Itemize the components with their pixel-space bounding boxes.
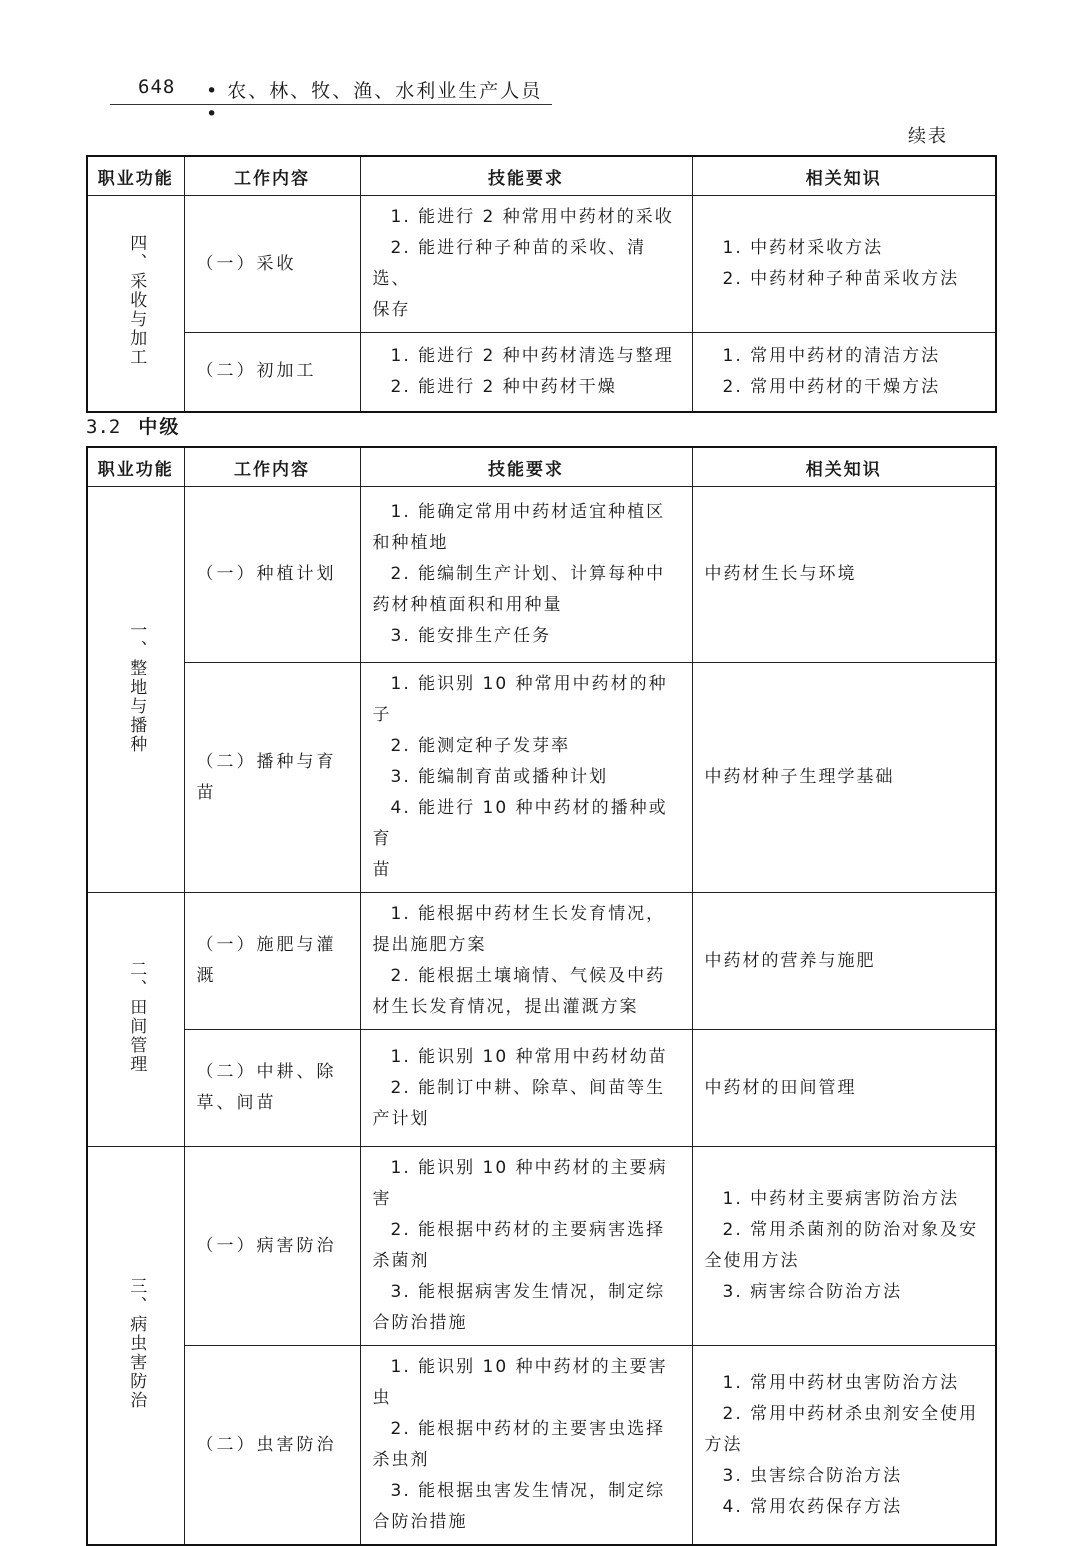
- running-title: • 农、林、牧、渔、水利业生产人员 •: [206, 80, 543, 125]
- skill-requirements-cell: [360, 1346, 692, 1546]
- text-line: 1. 常用中药材虫害防治方法: [722, 1372, 960, 1393]
- related-knowledge-cell: [692, 333, 996, 412]
- skill-requirements-cell: [360, 663, 692, 893]
- text-line: 1. 中药材主要病害防治方法: [722, 1189, 960, 1209]
- text-line: 产计划: [372, 1108, 430, 1129]
- related-knowledge-cell: [692, 1147, 996, 1346]
- text-line: 合防治措施: [372, 1313, 468, 1333]
- text-line: 2. 能制订中耕、除草、间苗等生: [390, 1077, 666, 1098]
- text-line: 2. 能编制生产计划、计算每种中: [390, 564, 666, 584]
- text-line: 2. 常用中药材杀虫剂安全使用: [722, 1403, 979, 1424]
- text-line: 材生长发育情况，提出灌溉方案: [372, 997, 639, 1017]
- text-line: 全使用方法: [704, 1251, 800, 1271]
- skill-requirements-cell: [360, 1147, 692, 1346]
- occupation-function-label: 三、病虫害防治: [126, 1276, 147, 1410]
- work-content-cell: （二）虫害防治: [184, 1346, 360, 1546]
- table-row: [87, 196, 996, 333]
- text-line: 3. 虫害综合防治方法: [722, 1465, 903, 1486]
- work-content-cell: （一）病害防治: [184, 1147, 360, 1346]
- text-line: 合防治措施: [372, 1512, 468, 1532]
- occupation-function-cell: [87, 1147, 184, 1546]
- text-line: 1. 常用中药材的清洁方法: [722, 345, 941, 366]
- related-knowledge-cell: [692, 1030, 996, 1147]
- text-line: 2. 能根据中药材的主要害虫选择: [390, 1419, 666, 1439]
- text-line: 2. 能进行 2 种中药材干燥: [390, 376, 617, 397]
- occupation-function-cell: [87, 487, 184, 893]
- page-header: [110, 74, 552, 125]
- text-line: 2. 常用中药材的干燥方法: [722, 376, 941, 397]
- related-knowledge-cell: [692, 1346, 996, 1546]
- column-header: 职业功能: [87, 156, 184, 196]
- work-content-cell: （一）施肥与灌溉: [184, 893, 360, 1030]
- table-header-row: [87, 447, 996, 487]
- continued-label: 续表: [908, 126, 948, 147]
- text-line: 1. 能确定常用中药材适宜种植区: [390, 502, 666, 522]
- text-line: 1. 能进行 2 种常用中药材的采收: [390, 207, 674, 227]
- text-line: 提出施肥方案: [372, 935, 487, 955]
- related-knowledge-cell: [692, 487, 996, 663]
- skills-table-continued: [86, 155, 997, 413]
- text-line: 保存: [372, 300, 411, 320]
- table-row: [87, 487, 996, 663]
- work-content-cell: （一）种植计划: [184, 487, 360, 663]
- text-line: 中药材生长与环境: [704, 564, 857, 584]
- text-line: 1. 能根据中药材生长发育情况，: [390, 904, 666, 924]
- text-line: 1. 能识别 10 种常用中药材的种子: [372, 674, 668, 725]
- text-line: 1. 能识别 10 种中药材的主要害虫: [372, 1357, 668, 1408]
- text-line: 3. 能编制育苗或播种计划: [390, 767, 609, 787]
- occupation-function-cell: [87, 196, 184, 412]
- text-line: 药材种植面积和用种量: [372, 595, 563, 615]
- page-number: 648: [138, 76, 176, 98]
- column-header: 技能要求: [360, 447, 692, 487]
- occupation-function-cell: [87, 893, 184, 1147]
- skills-table-intermediate: [86, 446, 997, 1546]
- related-knowledge-cell: [692, 893, 996, 1030]
- text-line: 中药材种子生理学基础: [704, 767, 895, 787]
- column-header: 工作内容: [184, 447, 360, 487]
- text-line: 3. 能根据病害发生情况，制定综: [390, 1282, 666, 1302]
- text-line: 4. 常用农药保存方法: [722, 1496, 903, 1517]
- occupation-function-label: 二、田间管理: [126, 960, 147, 1074]
- text-line: 2. 能测定种子发芽率: [390, 736, 571, 756]
- occupation-function-label: 四、采收与加工: [126, 234, 147, 368]
- skill-requirements-cell: [360, 333, 692, 412]
- skill-requirements-cell: [360, 487, 692, 663]
- text-line: 中药材的田间管理: [704, 1077, 857, 1098]
- text-line: 1. 中药材采收方法: [722, 238, 884, 258]
- work-content-cell: （二）初加工: [184, 333, 360, 412]
- section-title: [86, 412, 180, 439]
- related-knowledge-cell: [692, 196, 996, 333]
- text-line: 杀菌剂: [372, 1251, 430, 1271]
- table-row: [87, 893, 996, 1030]
- section-number: 3.2: [86, 416, 121, 438]
- table-row: [87, 1030, 996, 1147]
- column-header: 相关知识: [692, 156, 996, 196]
- text-line: 1. 能识别 10 种常用中药材幼苗: [390, 1046, 668, 1067]
- section-name: 中级: [138, 416, 181, 438]
- table-row: [87, 1147, 996, 1346]
- table-row: [87, 333, 996, 412]
- text-line: 方法: [704, 1434, 743, 1455]
- text-line: 3. 能安排生产任务: [390, 626, 552, 646]
- text-line: 和种植地: [372, 533, 449, 553]
- table-row: [87, 1346, 996, 1546]
- text-line: 4. 能进行 10 种中药材的播种或育: [372, 798, 668, 849]
- text-line: 苗: [372, 860, 392, 880]
- skill-requirements-cell: [360, 1030, 692, 1147]
- text-line: 杀虫剂: [372, 1450, 430, 1470]
- text-line: 3. 能根据虫害发生情况，制定综: [390, 1481, 666, 1501]
- text-line: 2. 能根据中药材的主要病害选择: [390, 1220, 666, 1240]
- skill-requirements-cell: [360, 893, 692, 1030]
- skill-requirements-cell: [360, 196, 692, 333]
- text-line: 中药材的营养与施肥: [704, 950, 876, 971]
- text-line: 2. 能根据土壤墒情、气候及中药: [390, 966, 666, 986]
- text-line: 2. 常用杀菌剂的防治对象及安: [722, 1220, 979, 1240]
- text-line: 1. 能进行 2 种中药材清选与整理: [390, 345, 674, 366]
- text-line: 3. 病害综合防治方法: [722, 1282, 903, 1302]
- column-header: 职业功能: [87, 447, 184, 487]
- table-row: [87, 663, 996, 893]
- related-knowledge-cell: [692, 663, 996, 893]
- column-header: 工作内容: [184, 156, 360, 196]
- text-line: 2. 中药材种子种苗采收方法: [722, 269, 960, 289]
- column-header: 技能要求: [360, 156, 692, 196]
- column-header: 相关知识: [692, 447, 996, 487]
- work-content-cell: （一）采收: [184, 196, 360, 333]
- occupation-function-label: 一、整地与播种: [126, 620, 147, 754]
- text-line: 1. 能识别 10 种中药材的主要病害: [372, 1158, 668, 1209]
- text-line: 2. 能进行种子种苗的采收、清选、: [372, 238, 647, 289]
- work-content-cell: （二）中耕、除草、间苗: [184, 1030, 360, 1147]
- work-content-cell: （二）播种与育苗: [184, 663, 360, 893]
- table-header-row: [87, 156, 996, 196]
